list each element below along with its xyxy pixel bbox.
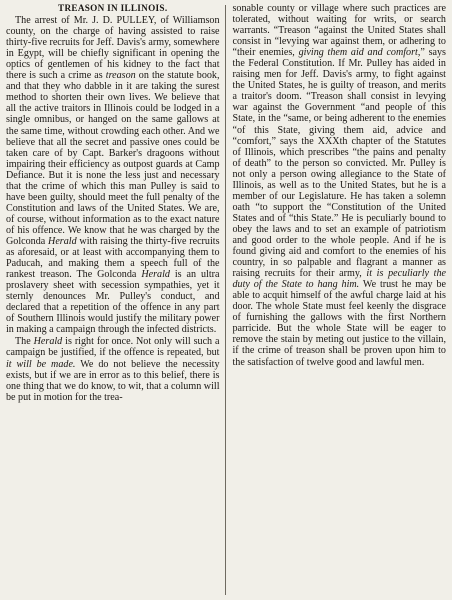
article-columns [6, 3, 446, 598]
italic-run: giving them aid and comfort [298, 47, 418, 59]
text-run: ,” says the Federal Constitution. If Mr. Pulley has aided in raising men for Jeff. Davis's army, to fight against the United States, he is guilty of treason, and merits a traitor's doom. “Treason shall consist in levying war against the Government “and people of this State, in the “same, or being adherent to the enemies “of this State, giving them aid, advice and “comfort,” says the XXXth chapter of the Statutes of Illinois, which prescribes “the pains and penalty of death” to the person so convicted. Mr. Pulley is not only a person owing allegiance to the State of Illinois, as well as to the United States, but he is a member of our Legislature. He has taken a solemn oath “to support the “Constitution of the United States and of “this State.” He is peculiarly bound to obey the laws and to set an example of patriotism and good order to the whole people. And if he is found giving aid and comfort to the enemies of his country, in so palpable and flagrant a manner as raising recruits for their army, [232, 47, 446, 280]
text-run: The arrest of Mr. J. D. PULLEY, of Williamson county, on the charge of having assisted to raise thirty-five recruits for Jeff. Davis's army, somewhere in Egypt, will be chiefly significant in opening the optics of gentlemen of his kidney to the fact that there is such a crime as [6, 15, 220, 82]
italic-run: treason [105, 70, 136, 82]
italic-run: Herald [48, 235, 77, 247]
italic-run: it will be made. [6, 358, 76, 370]
paragraph-1 [6, 15, 220, 335]
italic-run: it is peculiarly the duty of the State to hang him. [232, 268, 446, 291]
text-run: with raising the thirty-five recruits as aforesaid, or at least with accompanying them to Paducah, and making them a speech full of the rankest treason. The Golconda [6, 235, 220, 281]
text-run: We trust he may be able to acquit himself of the awful charge laid at his door. The whole State must feel keenly the disgrace of furnishing the gallows with the first Northern parricide. But the whole State will be eager to remove the stain by meting out justice to the villain, if the crime of treason shall be proven upon him to the satisfaction of twelve good and lawful men. [232, 279, 446, 368]
text-run: The [15, 336, 34, 348]
italic-run: Herald [141, 269, 170, 281]
article-headline: TREASON IN ILLINOIS. [58, 3, 168, 13]
text-run: is an ultra proslavery sheet with secession sympathies, yet it sternly denounces Mr. Pulley's conduct, and declared that a repetition of the offence in any part of Southern Illinois would justify the military power in making a campaign through the infected districts. [6, 269, 220, 336]
text-run: on the statute book, and that they who dabble in it are taking the surest method to shorten their own lives. We believe that all the active traitors in Illinois could be lodged in a single omnibus, or hanged on the same gallows at the same time, without crowding each other. And we believe that all the secret and passive ones could be taken care of by Capt. Barker's dragoons without impairing their efficiency as outpost guards at Camp Defiance. But it is none the less just and necessary that the crime of which this man Pulley is said to have been guilty, should meet the full penalty of the Constitution and laws of the United States. We are, of course, without information as to the exact nature of his offence. We know that he was charged by the Golconda [6, 70, 220, 247]
paragraph-2 [6, 336, 220, 402]
paragraph-continued [232, 3, 446, 368]
right-column [225, 3, 446, 598]
text-run: sonable county or village where such practices are tolerated, without waiting for writs, or search warrants. “Treason “against the United States shall consist in “levying war against them, or adhering to “their enemies, [232, 3, 446, 59]
italic-run: Herald [33, 336, 63, 348]
text-run: is right for once. Not only will such a campaign be justified, if the offence is repeated, but [6, 336, 220, 359]
text-run: We do not believe the necessity exists, but if we are in error as to this belief, there is one thing that we do know, to wit, that a column will be put in motion for the trea- [6, 358, 220, 403]
left-column [6, 3, 225, 598]
